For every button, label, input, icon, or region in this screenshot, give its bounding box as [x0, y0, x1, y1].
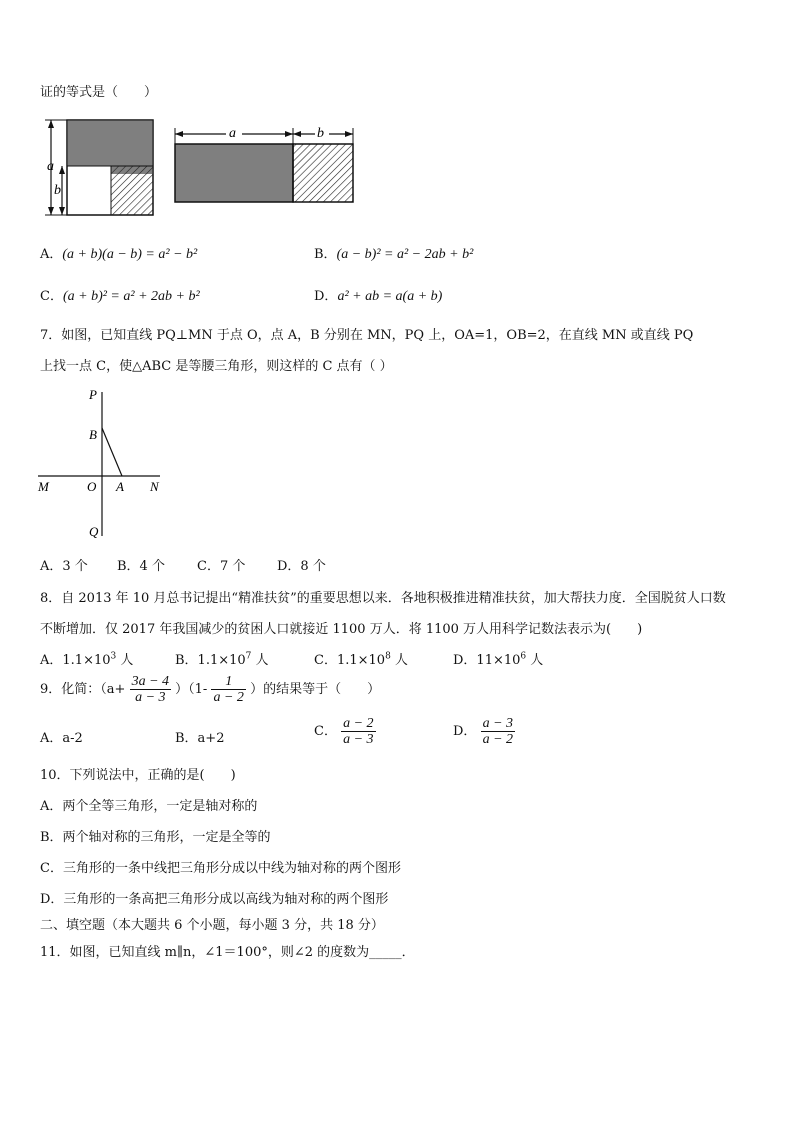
q9-option-a: A．a-2 [40, 731, 83, 746]
label-o: O [87, 479, 97, 494]
q9-option-d: D． $\frac{a - 3}{a - 2}$ [453, 716, 514, 747]
q7-stem-line1: 7．如图，已知直线 PQ⊥MN 于点 O，点 A，B 分别在 MN，PQ 上，OA=1，OB=2，在直线 MN 或直线 PQ [40, 328, 694, 343]
q9-stem: 9．化简：（a+ $\frac{3a - 4}{a - 3}$ ）（1- $\frac{1}{a - 2}$ ）的结果等于（ ） [40, 674, 381, 705]
right-gray-rect [175, 144, 293, 202]
q7-option-a: A．3 个 [40, 559, 88, 574]
label-a-right: a [229, 126, 236, 141]
q7-option-b: B．4 个 [117, 559, 165, 574]
q8-option-b: B．$1.1\times 10^7$ 人 [175, 651, 269, 668]
q8-stem-line1: 8．自 2013 年 10 月总书记提出“精准扶贫”的重要思想以来．各地积极推进精准扶贫，加大帮扶力度．全国脱贫人口数 [40, 591, 726, 606]
q7-figure [34, 384, 174, 540]
q7-option-d: D．8 个 [277, 559, 326, 574]
q7-stem-line2: 上找一点 C，使△ABC 是等腰三角形，则这样的 C 点有（ ） [40, 359, 393, 374]
q6-stem-tail: 证的等式是（ ） [40, 85, 158, 100]
q10-option-b: B．两个轴对称的三角形，一定是全等的 [40, 830, 271, 845]
label-b-right: b [317, 126, 324, 141]
q9-frac1: $\frac{3a - 4}{a - 3}$ [131, 674, 170, 705]
label-b: B [89, 427, 97, 442]
section-2-heading: 二、填空题（本大题共 6 个小题，每小题 3 分，共 18 分） [40, 918, 384, 933]
label-a-left: a [47, 159, 54, 174]
left-gray-region [67, 120, 153, 166]
q8-option-a: A．$1.1\times 10^3$ 人 [40, 651, 134, 668]
q8-option-c: C．$1.1\times 10^8$ 人 [314, 651, 408, 668]
q6-option-c: C．(a + b)² = a² + 2ab + b² [40, 289, 200, 304]
label-q: Q [89, 524, 99, 539]
q6-option-b: B．(a − b)² = a² − 2ab + b² [314, 247, 474, 262]
label-p: P [89, 387, 97, 402]
q10-stem: 10．下列说法中，正确的是( ) [40, 768, 236, 783]
q9-option-b: B．a+2 [175, 731, 225, 746]
right-hatched-rect [293, 144, 353, 202]
q8-stem-line2: 不断增加．仅 2017 年我国减少的贫困人口就接近 1100 万人．将 1100 万人用科学记数法表示为( ) [40, 622, 643, 637]
label-a: A [116, 479, 124, 494]
q10-option-a: A．两个全等三角形，一定是轴对称的 [40, 799, 258, 814]
q10-option-c: C．三角形的一条中线把三角形分成以中线为轴对称的两个图形 [40, 861, 401, 876]
q6-figure [38, 112, 358, 220]
q9-option-c: C． $\frac{a - 2}{a - 3}$ [314, 716, 374, 747]
segment-ab [102, 428, 122, 476]
left-hatched-region [111, 166, 153, 215]
q10-option-d: D．三角形的一条高把三角形分成以高线为轴对称的两个图形 [40, 892, 389, 907]
label-m: M [38, 479, 49, 494]
q7-option-c: C．7 个 [197, 559, 246, 574]
label-b-left: b [54, 183, 61, 198]
label-n: N [150, 479, 159, 494]
q8-option-d: D．$11\times 10^6$ 人 [453, 651, 544, 668]
q6-option-d: D．a² + ab = a(a + b) [314, 289, 443, 304]
q9-frac2: $\frac{1}{a - 2}$ [213, 674, 244, 705]
q11-stem: 11．如图，已知直线 m∥n，∠1＝100°，则∠2 的度数为_____． [40, 945, 415, 960]
q6-option-a: A．(a + b)(a − b) = a² − b² [40, 247, 198, 262]
